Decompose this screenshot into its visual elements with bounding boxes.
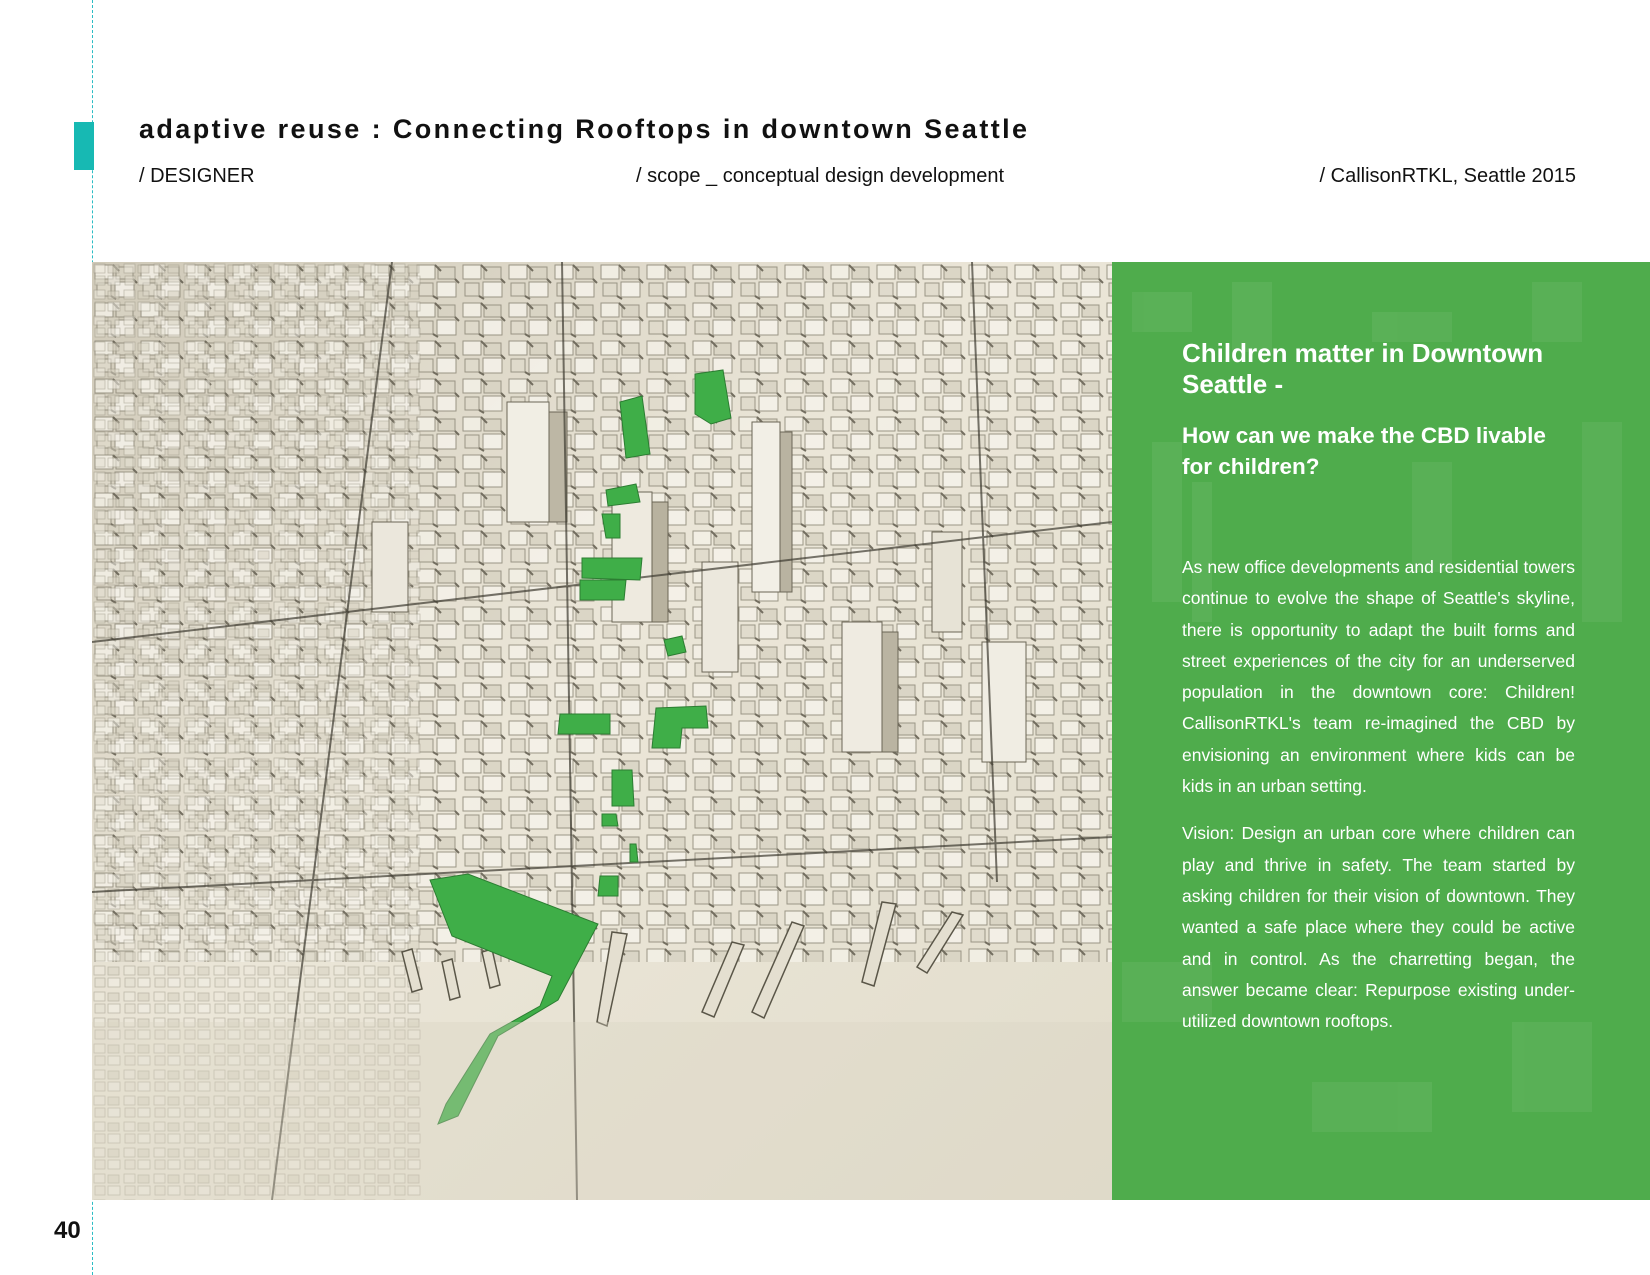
page-title: adaptive reuse : Connecting Rooftops in downtown Seattle bbox=[139, 114, 1030, 144]
header-accent-bar bbox=[74, 122, 94, 170]
page-number: 40 bbox=[54, 1217, 81, 1244]
panel-text bbox=[1182, 338, 1575, 1037]
city-model-photo bbox=[92, 262, 1112, 1200]
city-model-illustration bbox=[92, 262, 1112, 1200]
panel-vision-paragraph: Vision: Design an urban core where children can play and thrive in safety. The team started by asking children for their vision of downtown. They wanted a safe place where they could be active and in control. As the charretting began, the answer became clear: Repurpose existing under-utilized downtown rooftops. bbox=[1182, 823, 1575, 1032]
scope-label: / scope _ conceptual design development bbox=[636, 165, 1005, 187]
panel-heading: Children matter in Downtown Seattle - bbox=[1182, 338, 1544, 399]
info-panel bbox=[1112, 262, 1650, 1200]
panel-question: How can we make the CBD livable for children? bbox=[1182, 423, 1546, 479]
firm-label: / CallisonRTKL, Seattle 2015 bbox=[1319, 165, 1576, 187]
role-label: / DESIGNER bbox=[139, 165, 255, 187]
panel-body-paragraph: As new office developments and residential towers continue to evolve the shape of Seattle's skyline, there is opportunity to adapt the built forms and street experiences of the city for an underserved population in the downtown core: Children! CallisonRTKL's team re-imagined the CBD by envisioning an environment where kids can be kids in an urban setting. bbox=[1182, 557, 1575, 797]
